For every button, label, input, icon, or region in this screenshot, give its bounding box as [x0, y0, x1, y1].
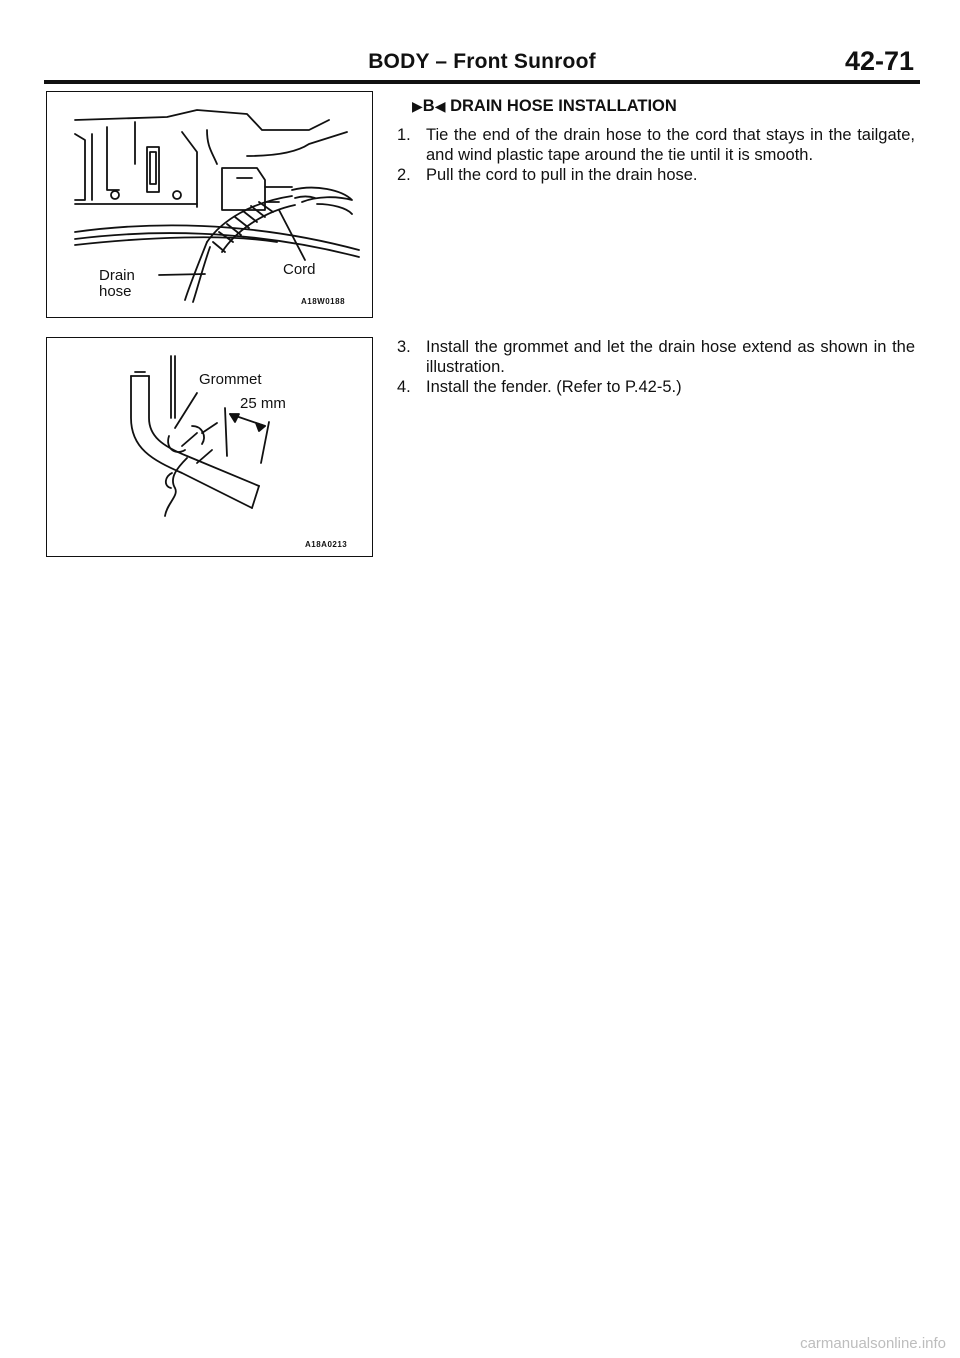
step-number: 2. — [397, 166, 411, 184]
step-number: 3. — [397, 338, 411, 356]
label-cord: Cord — [283, 261, 316, 278]
steps-group-2 — [397, 337, 915, 397]
page-title: BODY – Front Sunroof — [368, 50, 596, 73]
drain-hose-cord-illustration — [47, 92, 372, 317]
step-item — [397, 125, 915, 165]
label-drain: Drain — [99, 267, 135, 284]
figure-code: A18W0188 — [301, 297, 346, 306]
marker-left-arrow-icon: ◀ — [434, 98, 446, 114]
heading-text: DRAIN HOSE INSTALLATION — [450, 97, 677, 115]
step-item — [397, 337, 915, 377]
figure-grommet — [46, 337, 373, 557]
label-hose: hose — [99, 283, 132, 300]
step-text: Install the grommet and let the drain hose extend as shown in the illustration. — [426, 338, 915, 376]
figure-code: A18A0213 — [305, 540, 348, 549]
label-grommet: Grommet — [199, 371, 262, 388]
figure-drain-hose-cord — [46, 91, 373, 318]
step-number: 1. — [397, 126, 411, 144]
step-number: 4. — [397, 378, 411, 396]
marker-right-arrow-icon: ▶ — [412, 98, 423, 114]
marker-letter: B — [422, 97, 435, 115]
label-dimension: 25 mm — [240, 395, 286, 412]
page-header — [44, 48, 920, 84]
step-item — [397, 165, 915, 185]
watermark: carmanualsonline.info — [800, 1335, 946, 1352]
step-item — [397, 377, 915, 397]
steps-group-1 — [397, 125, 915, 185]
step-text: Tie the end of the drain hose to the cord that stays in the tailgate, and wind plastic tape around the tie until it is smooth. — [426, 126, 915, 164]
section-heading — [412, 97, 677, 116]
step-text: Install the fender. (Refer to P.42-5.) — [426, 378, 682, 396]
page-number: 42-71 — [844, 46, 914, 76]
step-text: Pull the cord to pull in the drain hose. — [426, 166, 698, 184]
